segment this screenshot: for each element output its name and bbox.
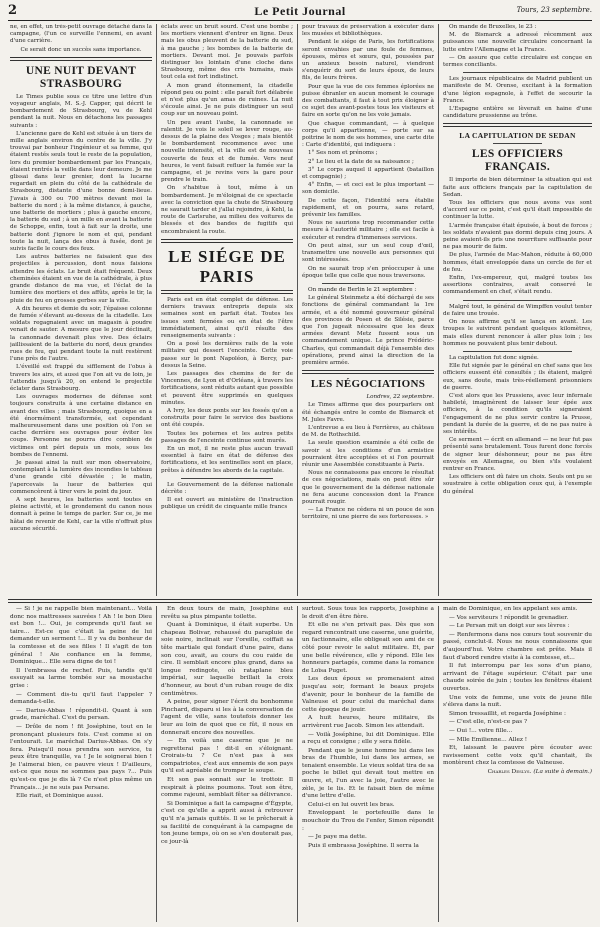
story-text: — Oui !... votre fille... [449,727,513,734]
feuilleton-divider [8,599,592,603]
article-text: pour travaux de préservation à exécuter dans les musées et bibliothèques. [302,24,434,38]
article-text: Pendant le siége de Paris, les fortifications seront envahies par une foule de femmes, épouses, mères et sœurs, qui, poussées par un anxieux besoin naturel, viendront s'enquérir du sort de leurs époux, de leurs fils, de leurs frères. [302,39,434,82]
story-text: Elle riait, et Dominique aussi. [16,793,104,800]
story-text: — Si ! je ne rappelle bien maintenant... Voilà donc nos mattresses sauvées ! Ah ! le bon Dieu est bon !... Oui, je comprends qu'il faut se taire... Est-ce que c'était la peine de lui demander un serment !... Il y va du bonheur de la comtesse et de ses filles ! Il s'agit de ton général ! Aie confiance en la femme, Dominique... Elle sera digne de toi ! [10,606,152,666]
story-text: Enveloppant le portefeuille dans le mouchoir du Trou de l'enfer, Simon répondit : [302,810,434,832]
feuilleton-column-4 [443,606,592,922]
article-text: On mande de Berlin le 21 septembre : [308,286,417,293]
article-text: On nous affirme qu'il se lança en avant. Les troupes le suivirent pendant quelques kilomètres, mais elles durent renoncer à aller plus loin ; les hommes ne pouvaient plus tenir debout. [443,319,592,347]
article-text: La capitulation fut donc signée. [449,354,539,361]
article-text: Tous les officiers que nous avons vus sont d'accord sur ce point, c'est qu'il était impossible de continuer la lutte. [443,200,592,221]
article-text: 3° Le corps auquel il appartient (bataillon et compagnie) ; [302,166,434,181]
divider [463,72,572,73]
story-text: — Comment dis-tu qu'il faut l'appeler ? demanda-t-elle. [10,691,152,706]
article-text: On ne saurait trop s'en préoccuper à une époque telle que celle que nous traversons. [302,265,434,279]
story-text: Si Dominique a fait la campagne d'Égypte, c'est ce qu'elle a apprit aussi à retrouver qu'il n'a jamais quittés. Il se le prêcherait à sa facilité de conquérant à la campagne de ton jeune temps, où on se s'en douterait pas, ce jour-là [161,800,293,845]
column-rule [297,24,298,596]
column-rule [438,24,439,596]
story-text: — Je paye ma dette. [308,834,367,841]
article-text: De cette façon, l'identité sera établie rapidement, et on pourra, sans retard, prévenir les familles. [302,197,434,219]
story-text: — Darius-Abbas ! répondit-il. Quant à son grade, maréchal. C'est du persan. [10,707,152,722]
divider [302,370,434,374]
divider [181,478,273,479]
story-text: surtout. Sous tous les rapports, Joséphine a le droit d'en être fière. [302,606,434,620]
article-text: C'est alors que les Prussiens, avec leur infernale habileté, imaginèrent de laisser leur épée aux officiers, à la condition qu'ils signeraient l'engagement de ne plus servir contre la Prusse, pendant la durée de la guerre, et de ne pas nuire à ses intérêts. [443,392,592,435]
article-text: Les autres batteries ne faisaient que des projectiles à percussion, dont nous faisions attendre les éclats. Le bruit était fréquent. Deux cheminées étaient en vue de la cathédrale, à plus grande distance de ma vue, et l'éclat de la lumière des mortiers et des affûts, après le tir, la pluie de feu en grosses gerbes sur la ville. [10,254,152,304]
article-text: Nous ne connaissons pas encore le résultat de ces négociations, mais on peut être sûr que le gouvernement de la défense nationale ne fera aucune concession dont la France pourrait rougir. [302,470,434,505]
story-text: Et, laissant le pauvre père écouter avec ravissement cette voix qu'il chantait, ils montèrent chez la comtesse de Valneuse. [443,745,592,767]
story-text: Il l'embrassa de rechef. Puis, tandis qu'il essuyait sa larme tombée sur sa moustache grise : [10,667,152,689]
story-text: main de Dominique, en les appelant ses amis. [443,606,578,612]
article-text: Le général Steinmetz a été déchargé de ses fonctions de général commandant la 1re armée, et a été nommé gouverneur général des provinces de Posen et de Silésie, parce que l'on jugeait nécessaire que les deux armées devant Metz fussent sous un commandement unique. Le prince Frédéric-Charles, qui commandait déjà l'ensemble des opérations, prend ainsi la direction de la première armée. [302,295,434,366]
column-4 [443,24,592,594]
story-text: — Mlle Emilienne... Allez ! [449,736,528,743]
story-text: En deux tours de main, Joséphine eut revêtu sa plus pimpante toilette. [161,606,293,620]
article-text: 4° Enfin, — et ceci est le plus important — son domicile. [302,182,434,196]
page-header [8,4,592,21]
article-text: L'entrevue a eu lieu à Ferrières, au château de M. de Rothschild. [302,424,434,439]
feuilleton-column-3 [302,606,434,922]
story-text: Quant à Dominique, il était superbe. Un chapeau Bolivar, rehaussé du parapluie de soie noire, inclinait sur l'oreille, coiffait sa tête martiale qui fondait d'une paire, dans son cou, avait, au cours du cou raide de cire. Il semblait encore plus grand, dans sa longue redingote, où rataplane bleu impérial, sur laquelle brillait la croix d'honneur, au bout d'un ruban rouge de dix centimètres. [161,622,293,697]
article-text: Il est ouvert au ministère de l'instruction publique un crédit de cinquante mille francs [161,497,293,511]
story-text: Une voix de femme, une voix de jeune fille s'éleva dans la nuit. [443,694,592,709]
article-heading: LA CAPITULATION DE SEDAN [459,131,576,141]
article-text: — On assure que cette circulaire est conçue en termes conciliants. [443,54,592,69]
divider [463,300,572,301]
article-text: On a posé les dernières rails de la voie militaire qui dessert l'enceinte. Cette voie passe sur le pont Napoléon, à Bercy, par-dessus la Seine. [161,341,293,369]
divider [161,239,293,243]
article-text: Les journaux républicains de Madrid publient un manifeste de M. Orense, excitant à la formation d'une légion espagnole, à l'effet de secourir la France. [443,76,592,104]
story-text: Celui-ci en lui ouvrit les bras. [308,801,395,808]
story-text: Et elle ne s'en privait pas. Dès que son regard rencontrait une caserne, une guérite, un factionnaire, elle obligeait son ami de ce côté pour revoir le salut militaire. Et, par une belle révérence, elle y répond. Elle les honneurs partagés, comme dans la romance de Loïsa Puget. [302,622,434,674]
column-1 [10,24,152,594]
article-text: A Ivry, les deux ponts sur les fossés qu'on a construits pour faire le service des bastions ont été coupés. [161,407,293,429]
article-text: Je passai ainsi la nuit sur mon observatoire, contemplant à la lumière des incendies le tableau d'une grande cité dévastée ; le matin, j'apercevais la lueur de batteries qui commencèrent à tirer vers le point du jour. [10,459,152,495]
masthead: Le Petit Journal [254,4,346,18]
story-text: Simon tressaillit, et regarda Joséphine : [449,710,566,717]
article-text: M. de Bismarck a adressé récemment aux puissances une nouvelle circulaire concernant la lutte entre l'Allemagne et la France. [443,32,592,53]
page-number: 2 [8,3,18,18]
article-text: Le Times affirme que des pourparlers ont été échangés entre le comte de Bismarck et M. Jules Favre. [302,402,434,423]
article-text: L'armée française était épuisée, à bout de forces ; les soldats n'avaient pas dormi depuis cinq jours. A peine avaient-ils pris une nourriture suffisante pour ne pas mourir de faim. [443,222,592,251]
article-text: Les officiers ont dû faire un choix. Seuls ont pu se soustraire à cette obligation ceux qui, à l'exemple du général [443,474,592,495]
article-text: A dix heures et demie du soir, l'épaisse colonne de fumée s'élevant au-dessus de la citadelle. Les soldats regagnaient avec un magasin à poudre venait de sauter. A mesure que le jour déclinait, la canonnade devenait plus vive. Des éclairs jaillissaient de la batterie du nord, deux grandes rues de feu, qui pendant toute la nuit restèrent l'une près de l'autre. [10,305,152,363]
story-text: Pendant que le jeune homme lui dans les bras de l'humble, lui dans les armes, se tenaient ensemble. Le vieux soldat tira de sa poche le billet qui devait tout mettre en œuvre, et, l'un avec la joie, l'autre avec le zèle, je le lis. Et le faisait bien de même d'une lettre d'elle. [302,747,434,800]
divider [161,290,293,294]
article-text: Les ouvrages modernes de défense sont toujours construits à une certaine distance en avant des villes ; mais Strasbourg, quoique en a été énormément transformée, est cependant malheureusement dans une position où l'on se cache derrière ses ouvrages pour éviter les coups. Personne ne pourra dire combien de victimes ont péri depuis un mois, sous les bombes de l'ennemi. [10,394,152,458]
column-rule [156,24,157,596]
story-text: — Le Persan mit un doigt sur ses lèvres : [449,623,570,630]
story-text: — C'est elle, n'est-ce pas ? [449,719,528,726]
story-text: Et son pas sonnait sur le trottoir. Il respirait à pleins poumons. Tout son être, comme rajeuni, semblait fêter sa délivrance. [161,777,293,799]
article-text: Ce serait donc un succès sans importance. [20,46,142,53]
article-text: L'ancienne gare de Kehl est située à un tiers de mille anglais environ du centre de la ville. J'y trouvai par bonheur l'ingénieur et sa femme, qui étaient restés seuls tout le reste de la population, lors du premier bombardement par les Français, étaient rentrés la veille dans leur demeure. Je me glissai dans leur grenier, dont la lucarne regardait en plein du côté de la cathédrale de Strasbourg, distante d'une bonne demi-lieue. J'avais à 300 ou 700 mètres devant moi la batterie du nord ; à la même distance, à gauche, une batterie de mortiers ; plus à gauche encore, la batterie du sud ; à un mille en avant la batterie de Schoppe, enfin, tout à fait sur la droite, une batterie dont j'ignore le nom et qui, pendant toute la nuit, lança des obus à fusée, dont je suivis facile le cours des feux. [10,130,152,253]
story-text: — En voilà une caserne que je ne regretterai pas ! dit-il en s'éloignant. Croirais-tu ? Ce n'est pas à ses compatriotes, c'est aux ennemis de son pays qu'il est agréable de tromper le soupe. [161,738,293,775]
article-text: On s'habitue à tout, même à un bombardement. Je m'éloignai de ce spectacle avec la conviction que la chute de Strasbourg ne saurait tarder et j'allai rejoindre, à Kehl, la route de Carlsruhe, au milieu des voitures de blessés et des bandes de fugitifs qui encombraient la route. [161,185,293,235]
article-text: Un peu avant l'aube, la canonnade se ralentit. Je vois le soleil se lever rouge, au-dessus de la plaine des Vosges ; mais bientôt le bombardement recommence avec une nouvelle intensité, et la ville est de nouveau couverte de feux et de fumée. Vers neuf heures, le vent faisait refluer la fumée sur la campagne, et je revins vers la gare pour prendre le train. [161,119,293,184]
story-text: A huit heures, heure militaire, ils arrivèrent rue Jacob. Simon les attendait. [302,715,434,729]
continuation-note: (La suite à demain.) [533,768,592,775]
article-text: A mon grand étonnement, la citadelle répond peu ou point : elle paraît fort délabrée et n'est plus qu'un amas de ruines. La nuit s'écoule ainsi. Je ne puis distinguer un seul coup sur un nouveau point. [161,82,293,118]
article-text: En un mot, il ne reste plus aucun travail essentiel à faire en état de défense des fortifications, et les sentinelles sont en place, prêtes à défendre les abords de la capitale. [161,445,293,474]
story-text: — Drôle de nom ! fit Joséphine, tout en le prononçant plusieurs fois. C'est comme si on l'entourait. Le maréchal Darius-Abbas. On s'y fera. Puisqu'il nous prendra son service, tu peux être tranquille, va ! Je le soignerai bien ! Je l'aimerai bien, ce pauvre vieux ! D'ailleurs, est-ce que nous ne sommes pas pays ?... Puis qu'est-ce que je dis là ? Ce n'est plus même un Français... je ne suis pas Persane. [10,723,152,791]
article-text: On mande de Bruxelles, le 23 : [449,24,537,30]
article-text: 1° Ses nom et prénoms ; [308,150,378,157]
article-text: Elle fut signée par le général en chef sans que les officiers eussent été consultés ; ils étaient, malgré eux, sans doute, mais très-réellement prisonniers de guerre. [443,363,592,391]
article-text: — La France ne cédera ni un pouce de son territoire, ni une pierre de ses forteresses. » [302,507,434,521]
author-name: Charles Deslys. [487,768,532,775]
story-text: A peine, pour signer l'écrit du bonhomme Pinchard, disparu si les à la conversation de l'agent de ville, sans toutefois donner les leur au loin de quoi que ce fût, il nous en donnerait encore des nouvelles. [161,699,293,736]
article-heading: UNE NUIT DEVANT STRASBOURG [25,64,137,90]
author-signature [443,769,592,777]
article-text: Les passages des chemins de fer de Vincennes, de Lyon et d'Orléans, à travers les fortifications, sont réduits autant que possible et peuvent être supprimés en quelques minutes. [161,370,293,406]
header-date: Tours, 23 septembre. [516,6,592,14]
column-rule [297,606,298,922]
article-heading: LES OFFICIERS FRANÇAIS. [471,148,564,174]
story-text: — Voilà Joséphine, lui dit Dominique. Elle a reçu et consigne ; elle y sera fidèle. [302,731,434,746]
column-rule [438,606,439,922]
article-text: Le Gouvernement de la défense nationale décrète : [161,481,293,495]
divider [322,283,414,284]
dateline: Londres, 22 septembre. [366,394,434,401]
article-text: Malgré tout, le général de Wimpffen voulut tenter de faire une trouée. [443,303,592,317]
article-text: ne, en effet, un très-petit ouvrage détaché dans la campagne, (l'un ce surveille l'ennemi, en avant d'une carrière. [10,24,152,45]
article-text: 2° Le lieu et la date de sa naissance ; [308,158,414,165]
feuilleton-column-1 [10,606,152,922]
story-text: Les deux époux se promenaient ainsi jusqu'au soir, formant le beaux projets d'avenir, pour le bonheur de la famille de Valneuse et pour celui du maréchal dans cette époque de jouir. [302,676,434,713]
divider [463,351,572,352]
article-text: éclats avec un bruit sourd. C'est une bombe ; les mortiers viennent d'entrer en ligne. Deux mais les obus pleuvent de la batterie du sud, à ma gauche ; les bombes de la batterie de mortiers. Devant moi. Je pouvais parfois distinguer les lointain d'une cloche dans Strasbourg, même des cris humains, mais tout cela est fort indistinct. [161,24,293,81]
story-text: — Renfermons dans nos cœurs tout souvenir du passé, conclut-il. Nous ne nous connaissons que d'aujourd'hui. Votre chambre est prête. Mais il faut d'abord rendre visite à la comtesse, et... [443,631,592,661]
article-text: Il importe de bien déterminer la situation qui est faite aux officiers français par la capitulation de Sedan. [443,177,592,198]
divider [10,57,152,61]
article-text: De plus, l'armée de Mac-Mahon, réduite à 60,000 hommes, était enveloppée dans un cercle de fer et de feu. [443,252,592,273]
feuilleton-column-2 [161,606,293,922]
story-text: Il fut interrompu par les sons d'un piano, arrivant de l'étage supérieur. C'était par une chaude soirée de juin ; toutes les fenêtres étaient ouvertes. [443,663,592,692]
article-text: Nous ne saurions trop recommander cette mesure à l'autorité militaire ; elle est facile à exécuter et rendra d'immenses services. [302,220,434,241]
story-text: Puis il embrassa Joséphine. Il serra la [308,842,419,849]
divider [493,143,542,144]
article-text: A sept heures, les batteries sont toutes en pleine activité, et le grondement du canon nous donnait à peine le temps de parler. Sur ce, je me hâtai de revenir de Kehl, car la ville n'offrait plus aucune sécurité. [10,496,152,532]
article-text: Toutes les poternes et les autres petits passages de l'enceinte continue sont murés. [161,430,293,444]
article-text: Le Times publie sous ce titre une lettre d'un voyageur anglais, M. S.-J. Capper, qui décrit le bombardement de Strasbourg, vu de Kehl pendant la nuit. Nous en détachons les passages suivants : [10,93,152,129]
divider [443,123,592,127]
column-rule [156,606,157,922]
article-heading: LE SIÉGE DE PARIS [168,246,286,286]
article-text: L'Espagne entière se lèverait en haine d'une candidature prussienne au trône. [443,106,592,120]
article-text: Ce serment — écrit en allemand — ne leur fut pas présenté sans brutalement. Tous furent donc forcés de signer leur déshonneur, pour ne pas être envoyés en Allemagne, ou bien s'ils voulaient rentrer en France. [443,437,592,472]
column-3 [302,24,434,594]
column-2 [161,24,293,594]
article-text: Enfin, l'ex-empereur, qui, malgré toutes les assertions contraires, avait conservé le commandement en chef, s'était rendu. [443,275,592,296]
article-text: On peut ainsi, sur un seul coup d'œil, transmettre une nouvelle aux personnes qui sont intéressées. [302,242,434,264]
article-text: Que chaque commandant, — à quelque corps qu'il appartienne, — porte sur sa poitrine le nom de ses hommes, une carte dite : Carte d'identité, qui indiquera : [302,120,434,149]
article-text: Paris est en état complet de défense. Les derniers travaux entrepris depuis six semaines sont en parfait état. Toutes les issues sont fermées ou en état de l'être immédiatement, ainsi qu'il résulte des renseignements suivants : [161,296,293,339]
article-heading: LES NÉGOCIATIONS [310,378,426,391]
article-text: L'éveillé est frappé du sifflement de l'obus à travers les airs, et aussi que l'on ait vu de loin, je l'attendis jusqu'à 20, on entend le projectile éclater dans Strasbourg. [10,364,152,392]
story-text: — Vos serviteurs ! répondit le grenadier. [449,614,569,621]
article-text: La seule question examinée a été celle de savoir si les conditions d'un armistice pourraient être acceptées et si l'on pourrait réunir une Assemblée constituante à Paris. [302,440,434,468]
article-text: Pour que la vue de ces femmes éplorées ne puisse ébranler en aucun moment le courage des combattants, il faut à tout prix éloigner à ce sujet des avant-postes tous les visiteurs et faire en sorte qu'on ne les voie jamais. [302,83,434,119]
